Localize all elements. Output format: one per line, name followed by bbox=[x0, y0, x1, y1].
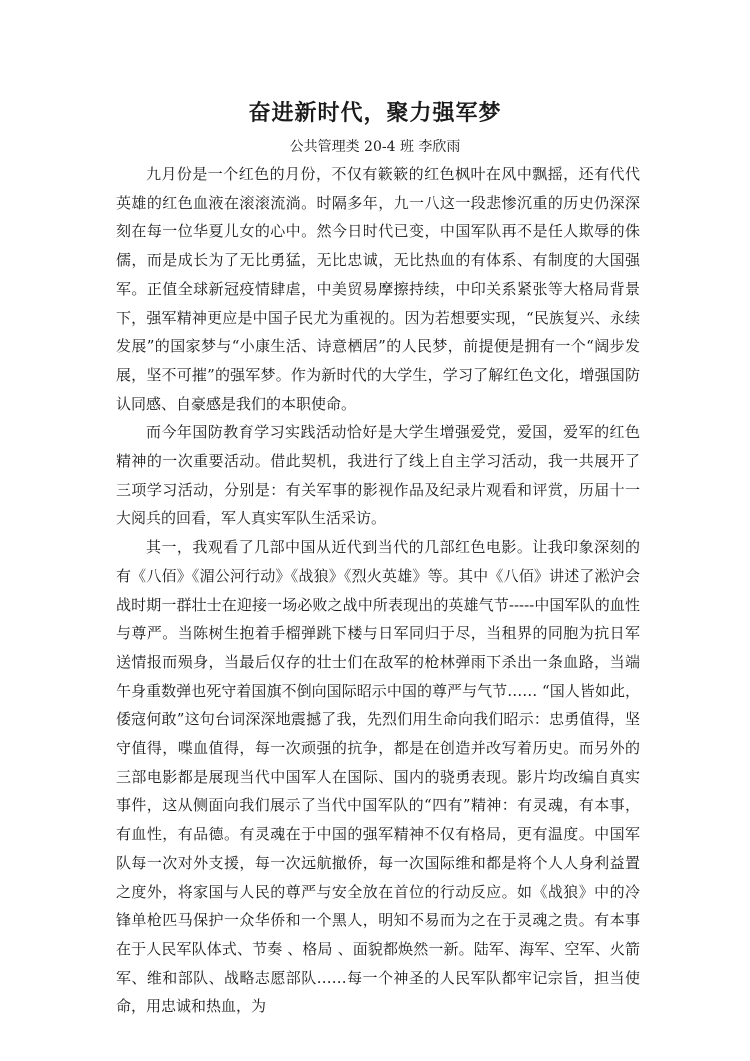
document-body bbox=[116, 160, 640, 1021]
document-title: 奋进新时代，聚力强军梦 bbox=[248, 101, 502, 126]
paragraph-1: 九月份是一个红色的月份，不仅有簌簌的红色枫叶在风中飘摇，还有代代英雄的红色血液在滚滚流淌。时隔多年，九一八这一段悲惨沉重的历史仍深深刻在每一位华夏儿女的心中。然今日时代已变，中国军队再不是任人欺辱的侏儒，而是成长为了无比勇猛，无比忠诚，无比热血的有体系、有制度的大国强军。正值全球新冠疫情肆虐，中美贸易摩擦持续，中印关系紧张等大格局背景下，强军精神更应是中国子民尤为重视的。因为若想要实现，“民族复兴、永续发展”的国家梦与“小康生活、诗意栖居”的人民梦，前提便是拥有一个“阔步发展，坚不可摧”的强军梦。作为新时代的大学生，学习了解红色文化，增强国防认同感、自豪感是我们的本职使命。 bbox=[116, 165, 640, 413]
paragraph-2: 而今年国防教育学习实践活动恰好是大学生增强爱党，爱国，爱军的红色精神的一次重要活动。借此契机，我进行了线上自主学习活动，我一共展开了三项学习活动，分别是：有关军事的影视作品及纪录片观看和评赏，历届十一大阅兵的回看，军人真实军队生活采访。 bbox=[116, 423, 640, 528]
paragraph-3: 其一，我观看了几部中国从近代到当代的几部红色电影。让我印象深刻的有《八佰》《湄公河行动》《战狼》《烈火英雄》等。其中《八佰》讲述了淞沪会战时期一群壮士在迎接一场必败之战中所表现出的英雄气节-----中国军队的血性与尊严。当陈树生抱着手榴弹跳下楼与日军同归于尽，当租界的同胞为抗日军送情报而殒身，当最后仅存的壮士们在敌军的枪林弹雨下杀出一条血路，当端午身重数弹也死守着国旗不倒向国际昭示中国的尊严与气节…… “国人皆如此，倭寇何敢”这句台词深深地震撼了我，先烈们用生命向我们昭示：忠勇值得，坚守值得，喋血值得，每一次顽强的抗争，都是在创造并改写着历史。而另外的三部电影都是展现当代中国军人在国际、国内的骁勇表现。影片均改编自真实事件，这从侧面向我们展示了当代中国军队的“四有”精神：有灵魂，有本事，有血性，有品德。有灵魂在于中国的强军精神不仅有格局，更有温度。中国军队每一次对外支援，每一次远航撤侨，每一次国际维和都是将个人人身利益置之度外，将家国与人民的尊严与安全放在首位的行动反应。如《战狼》中的冷锋单枪匹马保护一众华侨和一个黑人，明知不易而为之在于灵魂之贵。有本事在于人民军队体式、节奏 、格局 、面貌都焕然一新。陆军、海军、空军、火箭军、维和部队、战略志愿部队……每一个神圣的人民军队都牢记宗旨，担当使命，用忠诚和热血，为 bbox=[116, 538, 640, 1016]
author-byline: 公共管理类 20-4 班 李欣雨 bbox=[289, 139, 461, 155]
